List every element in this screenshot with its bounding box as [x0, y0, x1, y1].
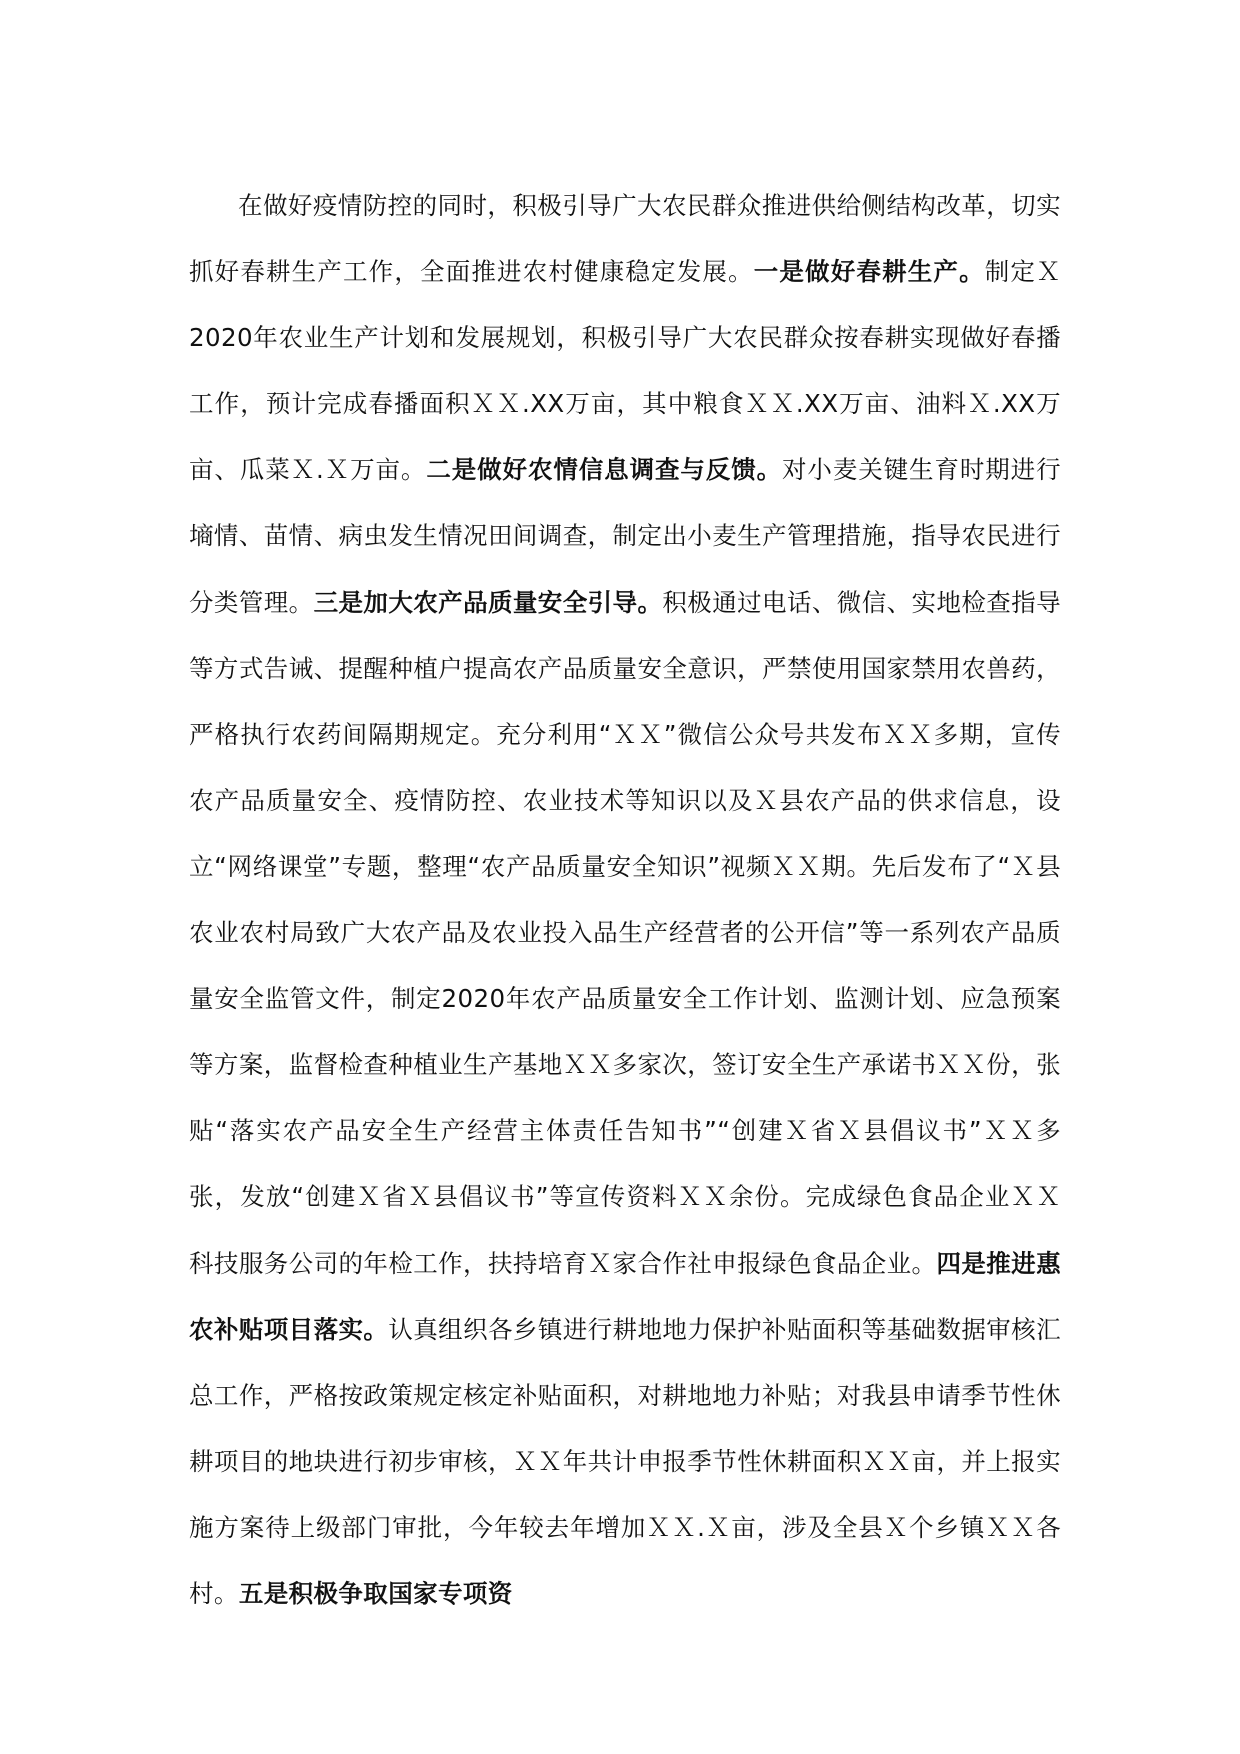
bold-heading-1: 一是做好春耕生产。 — [753, 257, 985, 287]
text-run: 在做好疫情防控的同时，积极引导广大农民群众推进供给侧结构改革，切实抓好春耕生产工作，全面推进农村健康稳定发展。 — [189, 191, 1061, 287]
text-run: 认真组织各乡镇进行耕地地力保护补贴面积等基础数据审核汇总工作，严格按政策规定核定补贴面积，对耕地地力补贴；对我县申请季节性休耕项目的地块进行初步审核，ＸＸ年共计申报季节性休耕面积ＸＸ亩，并上报实施方案待上级部门审批，今年较去年增加ＸＸ.Ｘ亩，涉及全县Ｘ个乡镇ＸＸ各村。 — [189, 1314, 1061, 1608]
text-run: 积极通过电话、微信、实地检查指导等方式告诫、提醒种植户提高农产品质量安全意识，严禁使用国家禁用农兽药，严格执行农药间隔期规定。充分利用“ＸＸ”微信公众号共发布ＸＸ多期，宣传农产品质量安全、疫情防控、农业技术等知识以及Ｘ县农产品的供求信息，设立“网络课堂”专题，整理“农产品质量安全知识”视频ＸＸ期。先后发布了“Ｘ县农业农村局致广大农产品及农业投入品生产经营者的公开信”等一系列农产品质量安全监管文件，制定2020年农产品质量安全工作计划、监测计划、应急预案等方案，监督检查种植业生产基地ＸＸ多家次，签订安全生产承诺书ＸＸ份，张贴“落实农产品安全生产经营主体责任告知书”“创建Ｘ省Ｘ县倡议书”ＸＸ多张，发放“创建Ｘ省Ｘ县倡议书”等宣传资料ＸＸ余份。完成绿色食品企业ＸＸ科技服务公司的年检工作，扶持培育Ｘ家合作社申报绿色食品企业。 — [189, 587, 1062, 1278]
bold-heading-5: 五是积极争取国家专项资 — [238, 1578, 513, 1608]
body-paragraph — [189, 173, 1061, 1627]
text-run: 对小麦关键生育时期进行墒情、苗情、病虫发生情况田间调查，制定出小麦生产管理措施，指导农民进行分类管理。 — [189, 455, 1061, 617]
bold-heading-3: 三是加大农产品质量安全引导。 — [313, 587, 663, 617]
bold-heading-2: 二是做好农情信息调查与反馈。 — [426, 455, 783, 485]
text-run: 制定Ｘ2020年农业生产计划和发展规划，积极引导广大农民群众按春耕实现做好春播工作，预计完成春播面积ＸＸ.XX万亩，其中粮食ＸＸ.XX万亩、油料Ｘ.XX万亩、瓜菜Ｘ.Ｘ万亩。 — [189, 257, 1061, 485]
bold-heading-4: 四是推进惠农补贴项目落实。 — [189, 1248, 1061, 1344]
